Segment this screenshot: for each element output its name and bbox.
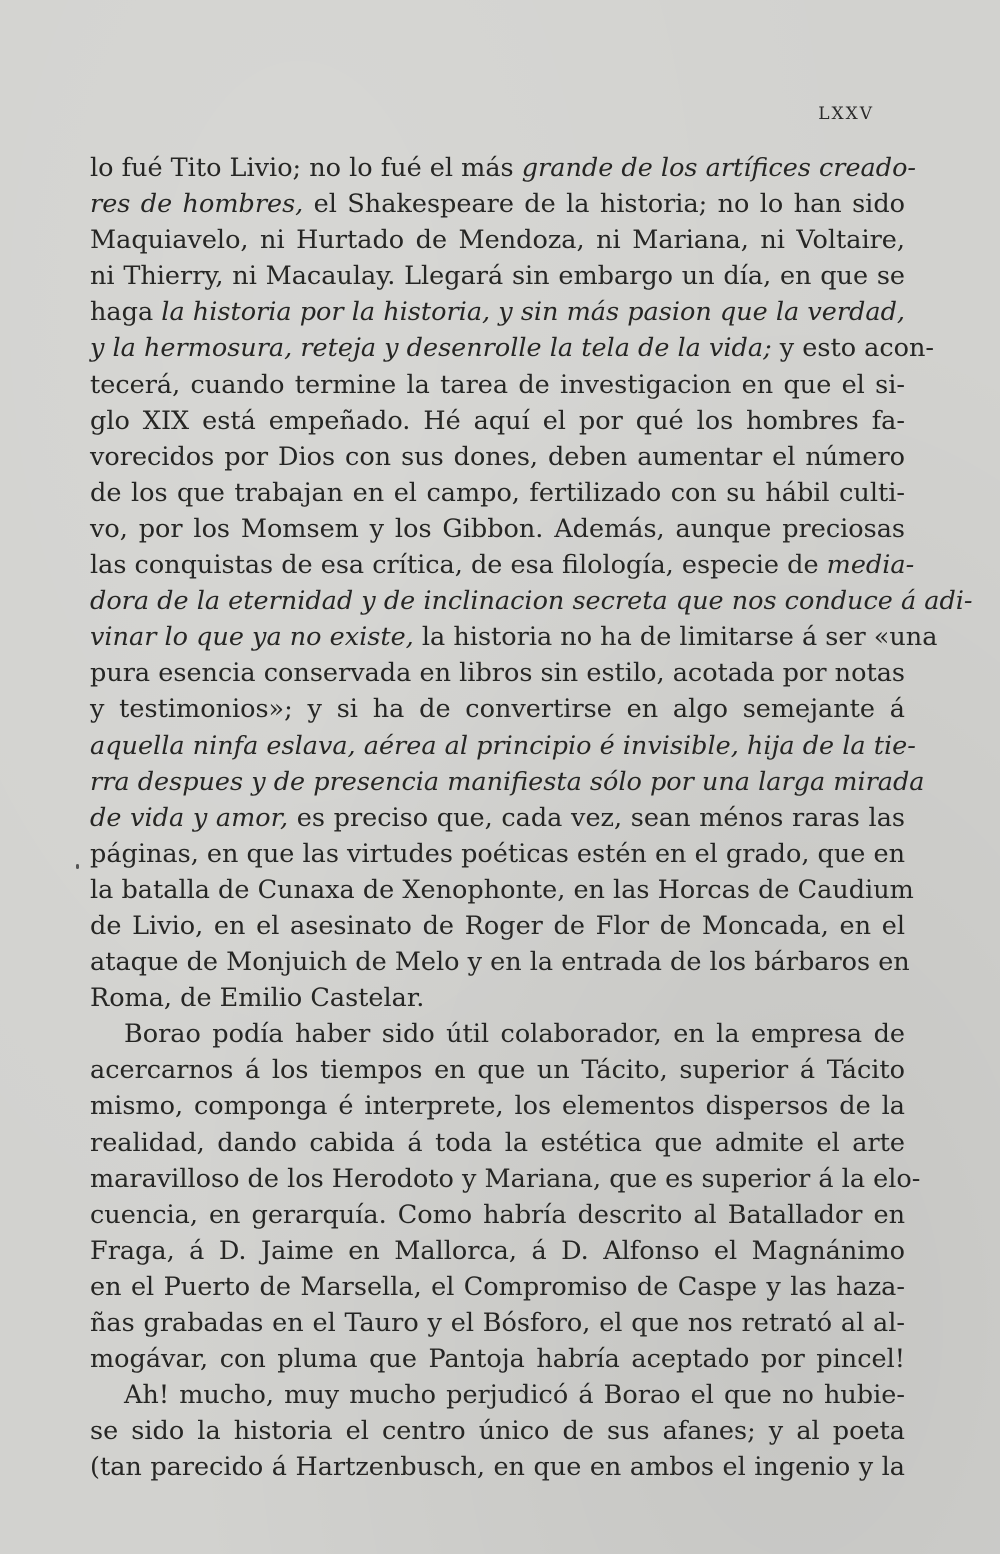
text-run: maravilloso de los Herodoto y Mariana, que es superior á la elo-	[90, 1163, 921, 1194]
text-line	[90, 403, 905, 439]
italic-text-run: la historia por la historia, y sin más pasion que la verdad,	[161, 297, 905, 328]
text-line	[90, 1125, 905, 1161]
paragraph	[90, 1377, 905, 1485]
text-run: Maquiavelo, ni Hurtado de Mendoza, ni Mariana, ni Voltaire,	[90, 225, 905, 256]
text-line	[90, 655, 905, 691]
text-line	[90, 1413, 905, 1449]
text-line	[90, 1233, 905, 1269]
text-run: realidad, dando cabida á toda la estética que admite el arte	[90, 1127, 905, 1158]
text-run: haga	[90, 297, 162, 328]
text-line	[90, 619, 938, 655]
text-line	[90, 330, 935, 366]
text-line	[90, 1305, 905, 1341]
italic-text-run: y la hermosura, reteja y desenrolle la tela de la vida;	[90, 333, 772, 364]
text-line	[90, 547, 915, 583]
text-line	[90, 583, 973, 619]
text-line	[90, 1197, 905, 1233]
text-run: Borao podía haber sido útil colaborador, en la empresa de	[124, 1019, 905, 1050]
text-line	[90, 1377, 905, 1413]
text-line	[90, 258, 905, 294]
text-line	[90, 872, 914, 908]
text-run: en el Puerto de Marsella, el Compromiso de Caspe y las haza-	[90, 1271, 905, 1302]
text-line	[90, 1088, 905, 1124]
text-line	[90, 980, 905, 1016]
text-run: las conquistas de esa crítica, de esa filología, especie de	[90, 550, 827, 581]
italic-text-run: aquella ninfa eslava, aérea al principio é invisible, hija de la tie-	[90, 730, 916, 761]
text-run: se sido la historia el centro único de sus afanes; y al poeta	[90, 1416, 905, 1447]
text-line	[90, 1161, 921, 1197]
text-run: de Livio, en el asesinato de Roger de Flor de Moncada, en el	[90, 910, 905, 941]
text-line	[90, 908, 905, 944]
text-line	[90, 1016, 905, 1052]
italic-text-run: vinar lo que ya no existe,	[90, 622, 414, 653]
italic-text-run: dora de la eternidad y de inclinacion secreta que nos conduce á adi-	[90, 586, 973, 617]
text-run: ñas grabadas en el Tauro y el Bósforo, el que nos retrató al al-	[90, 1308, 905, 1338]
text-line	[90, 1449, 905, 1485]
text-run: ataque de Monjuich de Melo y en la entrada de los bárbaros en	[90, 947, 910, 978]
text-line	[90, 728, 916, 764]
text-line	[90, 294, 905, 330]
text-line	[90, 944, 910, 980]
italic-text-run: de vida y amor,	[90, 802, 289, 833]
text-run: acercarnos á los tiempos en que un Tácito, superior á Tácito	[90, 1055, 905, 1086]
text-run: tecerá, cuando termine la tarea de investigacion en que el si-	[90, 369, 905, 400]
text-line	[90, 475, 905, 511]
text-run: lo fué Tito Livio; no lo fué el más	[90, 153, 522, 183]
text-line	[90, 186, 905, 222]
text-line	[90, 439, 905, 475]
text-run: y testimonios»; y si ha de convertirse en algo semejante á	[90, 694, 905, 725]
ink-speck	[76, 864, 79, 869]
paragraph	[90, 150, 973, 1016]
text-line	[90, 150, 917, 186]
text-run: la batalla de Cunaxa de Xenophonte, en las Horcas de Caudium	[90, 874, 914, 905]
text-run: el Shakespeare de la historia; no lo han sido	[303, 189, 905, 220]
text-run: mogávar, con pluma que Pantoja habría aceptado por pincel!	[90, 1344, 905, 1375]
text-line	[90, 764, 925, 800]
text-line	[90, 1269, 905, 1305]
text-line	[90, 1341, 905, 1377]
text-run: páginas, en que las virtudes poéticas estén en el grado, que en	[90, 838, 905, 869]
text-run: es preciso que, cada vez, sean ménos raras las	[288, 802, 905, 833]
text-run: Fraga, á D. Jaime en Mallorca, á D. Alfonso el Magnánimo	[90, 1235, 905, 1266]
text-line	[90, 367, 905, 403]
text-run: ni Thierry, ni Macaulay. Llegará sin embargo un día, en que se	[90, 261, 905, 292]
text-line	[90, 1052, 905, 1088]
text-run: vorecidos por Dios con sus dones, deben aumentar el número	[90, 441, 905, 472]
text-line	[90, 222, 905, 258]
text-run: cuencia, en gerarquía. Como habría descrito al Batallador en	[90, 1199, 905, 1230]
text-line	[90, 800, 905, 836]
text-run: mismo, componga é interprete, los elementos dispersos de la	[90, 1091, 905, 1122]
text-run: vo, por los Momsem y los Gibbon. Además, aunque preciosas	[90, 513, 905, 544]
body-text	[90, 150, 973, 1485]
text-line	[90, 691, 905, 727]
text-line	[90, 836, 905, 872]
text-run: (tan parecido á Hartzenbusch, en que en ambos el ingenio y la	[90, 1452, 905, 1483]
italic-text-run: grande de los artífices creado-	[521, 153, 917, 183]
text-run: Ah! mucho, muy mucho perjudicó á Borao el que no hubie-	[124, 1380, 905, 1411]
text-run: y esto acon-	[771, 333, 935, 364]
italic-text-run: media-	[826, 550, 915, 581]
text-run: Roma, de Emilio Castelar.	[90, 983, 425, 1014]
text-run: pura esencia conservada en libros sin estilo, acotada por notas	[90, 658, 905, 689]
text-line	[90, 511, 905, 547]
text-run: glo XIX está empeñado. Hé aquí el por qué los hombres fa-	[90, 405, 905, 436]
text-run: la historia no ha de limitarse á ser «una	[413, 622, 938, 653]
page-number: LXXV	[818, 104, 874, 124]
paragraph	[90, 1016, 921, 1377]
italic-text-run: rra despues y de presencia manifiesta sólo por una larga mirada	[90, 766, 925, 797]
italic-text-run: res de hombres,	[90, 189, 304, 220]
text-run: de los que trabajan en el campo, fertilizado con su hábil culti-	[90, 477, 905, 508]
